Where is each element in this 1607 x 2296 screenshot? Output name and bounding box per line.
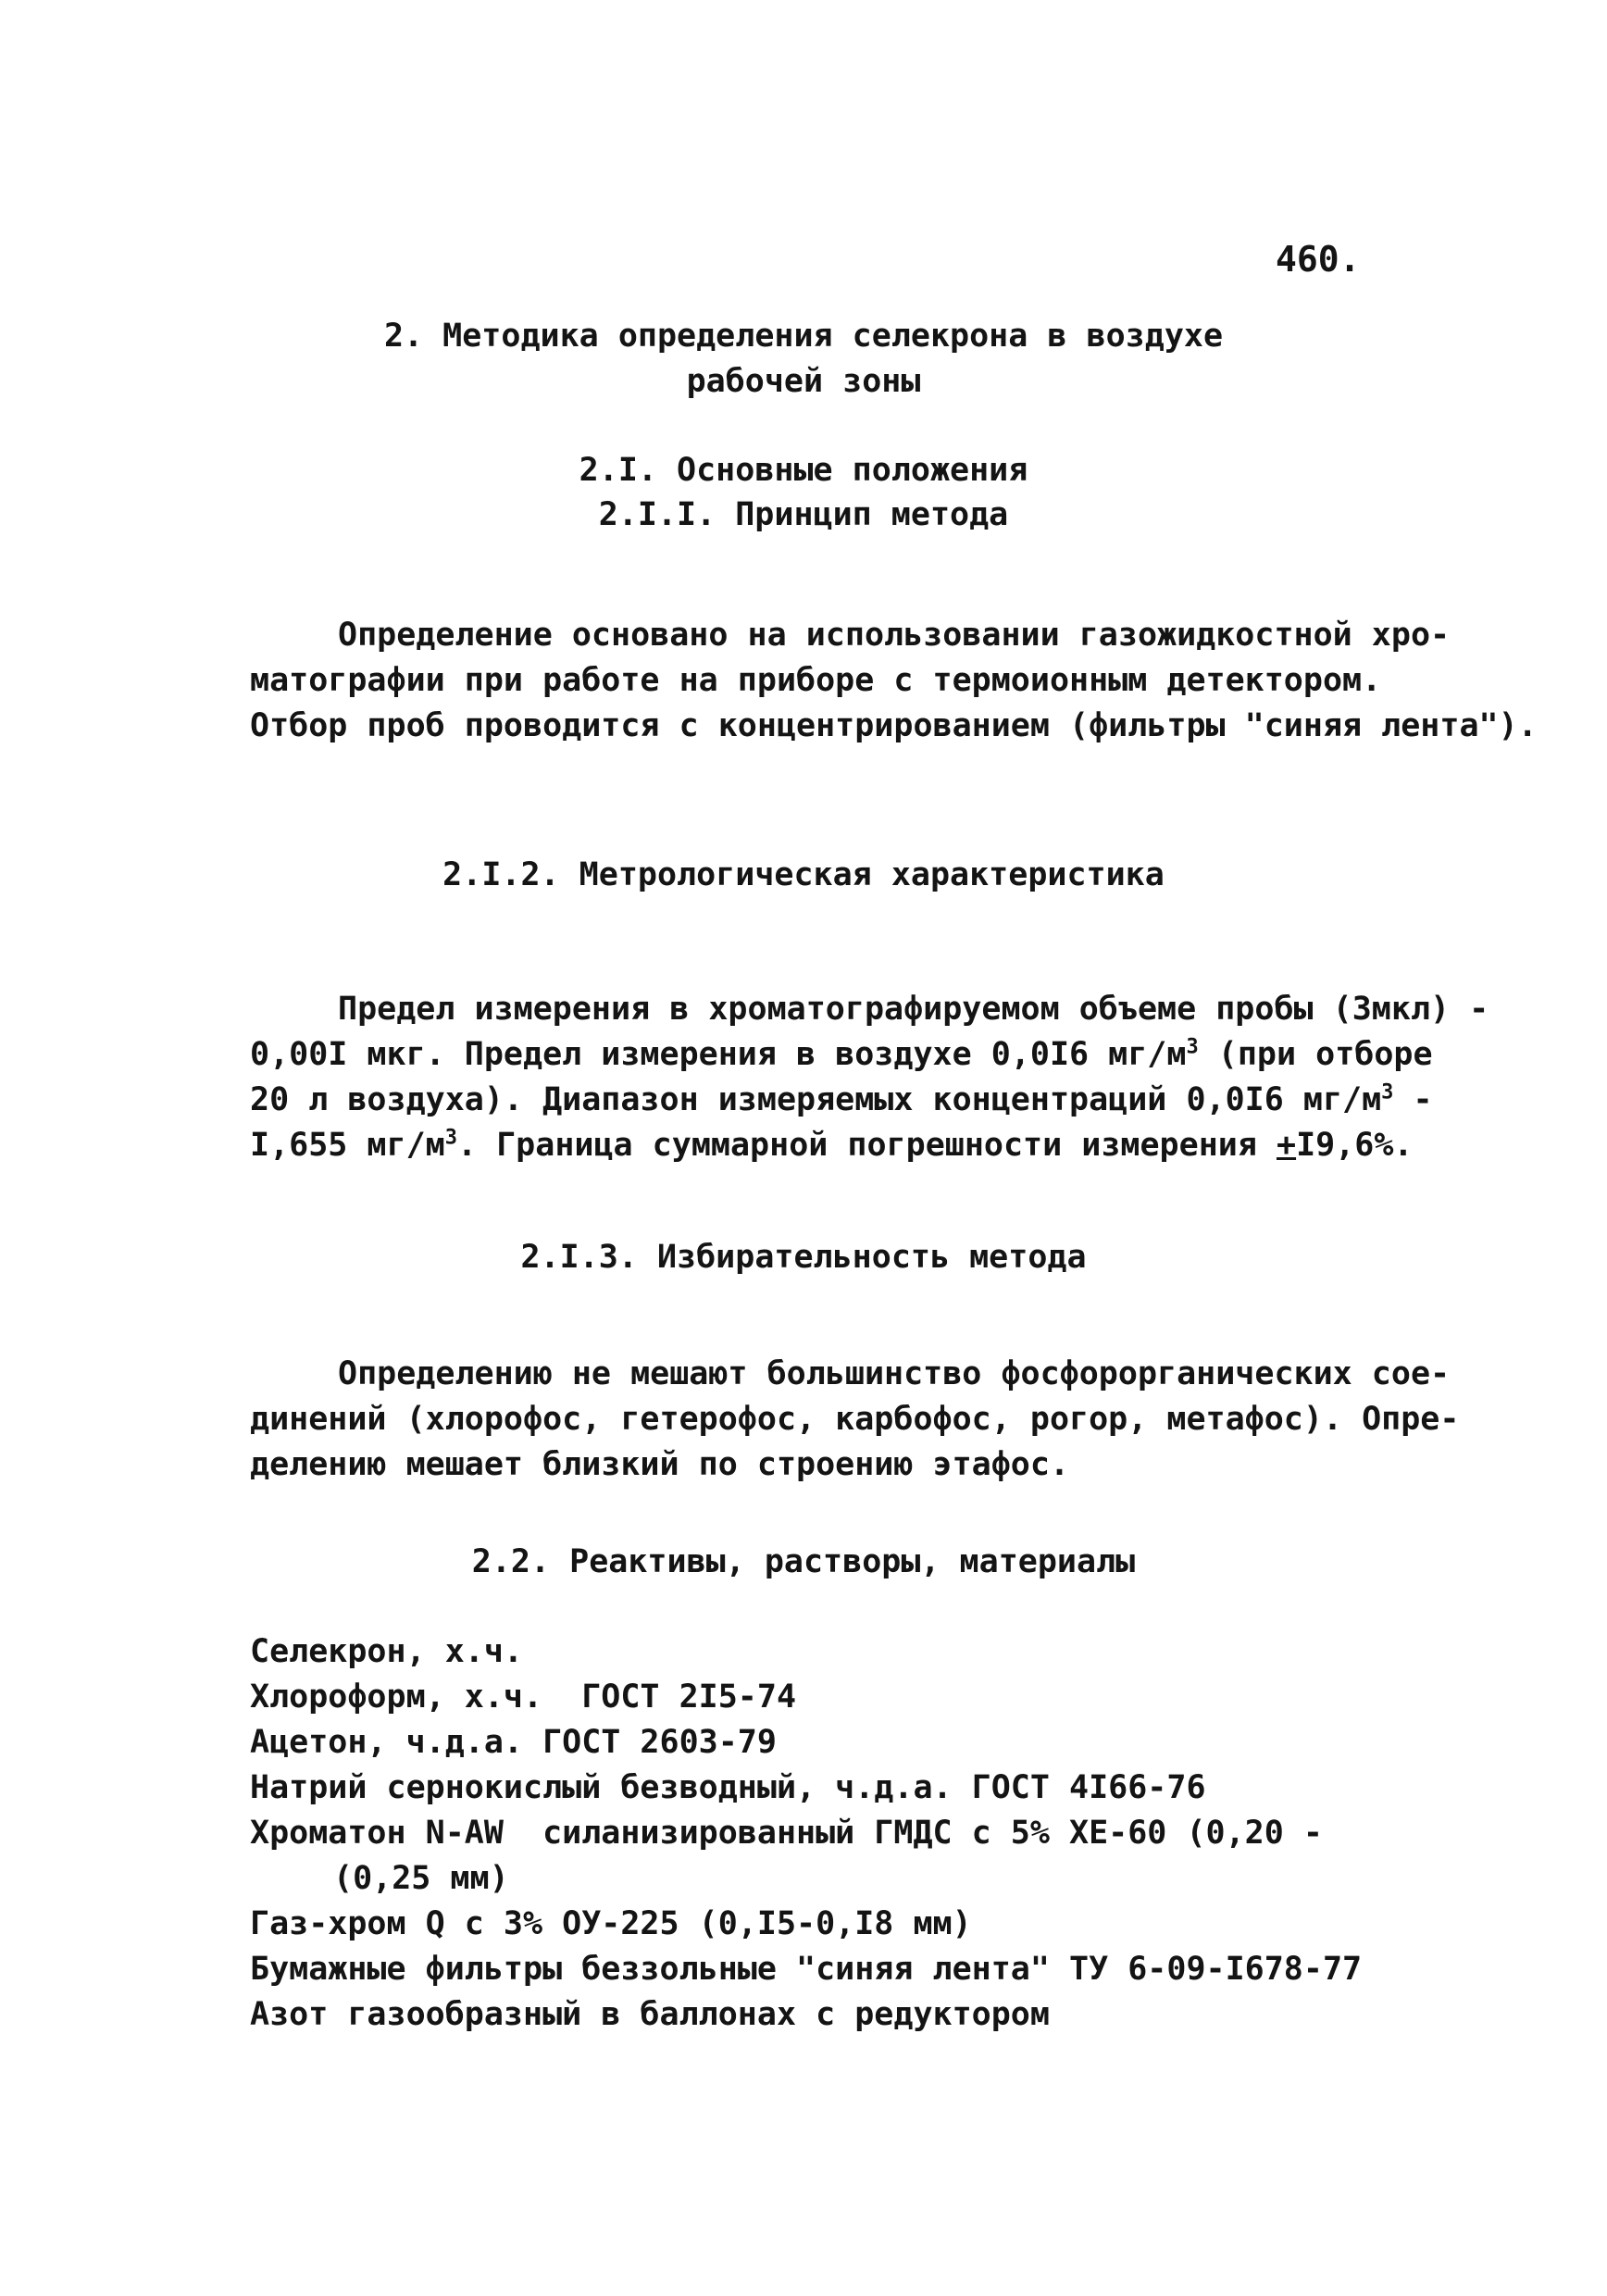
section-heading-2-1-1: 2.I.I. Принцип метода [598,496,1009,533]
list-item: Газ-хром Q с 3% ОУ-225 (0,I5-0,I8 мм) [250,1905,972,1942]
superscript: 3 [1381,1080,1394,1104]
paragraph-line: динений (хлорофос, гетерофос, карбофос, рогор, метафос). Опре- [250,1401,1460,1438]
section-heading-2-1-2: 2.I.2. Метрологическая характеристика [442,856,1165,893]
plus-minus-sign: + [1276,1127,1297,1164]
text-run: - [1393,1081,1433,1118]
list-item: Азот газообразный в баллонах с редуктором [250,1996,1050,2033]
list-item: (0,25 мм) [333,1860,509,1897]
paragraph-line: делению мешает близкий по строению этафос. [250,1446,1070,1483]
materials-list [250,1629,1362,2038]
paragraph-line: Отбор проб проводится с концентрированием (фильтры "синяя лента"). [250,707,1538,744]
list-item: Хлороформ, х.ч. ГОСТ 2I5-74 [250,1678,797,1716]
paragraph-line [250,1078,1433,1123]
page-number: 460. [1276,239,1361,280]
paragraph-line [250,1123,1414,1168]
text-run: I9,6%. [1296,1127,1414,1164]
paragraph-principle [250,613,1538,749]
paragraph-line [250,1032,1433,1078]
main-title-line-2: рабочей зоны [686,363,921,400]
section-heading-2-2: 2.2. Реактивы, растворы, материалы [471,1543,1136,1580]
paragraph-line: Предел измерения в хроматографируемом объеме пробы (3мкл) - [338,991,1489,1028]
paragraph-line: матографии при работе на приборе с термоионным детектором. [250,662,1382,699]
text-run: . Граница суммарной погрешности измерения [456,1127,1277,1164]
superscript: 3 [444,1126,457,1150]
text-run: I,655 мг/м [250,1127,445,1164]
text-run: 0,00I мкг. Предел измерения в воздухе 0,0I6 мг/м [250,1036,1187,1073]
paragraph-metrology [250,987,1489,1168]
list-item: Селекрон, х.ч. [250,1633,524,1670]
text-run: 20 л воздуха). Диапазон измеряемых концентраций 0,0I6 мг/м [250,1081,1382,1118]
list-item: Хроматон N-AW силанизированный ГМДС с 5% ХЕ-60 (0,20 - [250,1815,1323,1852]
paragraph-line: Определению не мешают большинство фосфорорганических сое- [338,1355,1451,1392]
list-item: Ацетон, ч.д.а. ГОСТ 2603-79 [250,1724,777,1761]
section-heading-2-1-3: 2.I.3. Избирательность метода [520,1239,1087,1276]
paragraph-selectivity [250,1352,1460,1488]
superscript: 3 [1186,1035,1199,1059]
section-heading-2-1: 2.I. Основные положения [579,452,1028,489]
main-title-line-1: 2. Методика определения селекрона в воздухе [383,318,1224,355]
paragraph-line: Определение основано на использовании газожидкостной хро- [338,617,1451,654]
text-run: (при отборе [1198,1036,1433,1073]
list-item: Бумажные фильтры беззольные "синяя лента" ТУ 6-09-I678-77 [250,1951,1363,1988]
list-item: Натрий сернокислый безводный, ч.д.а. ГОСТ 4I66-76 [250,1769,1206,1806]
